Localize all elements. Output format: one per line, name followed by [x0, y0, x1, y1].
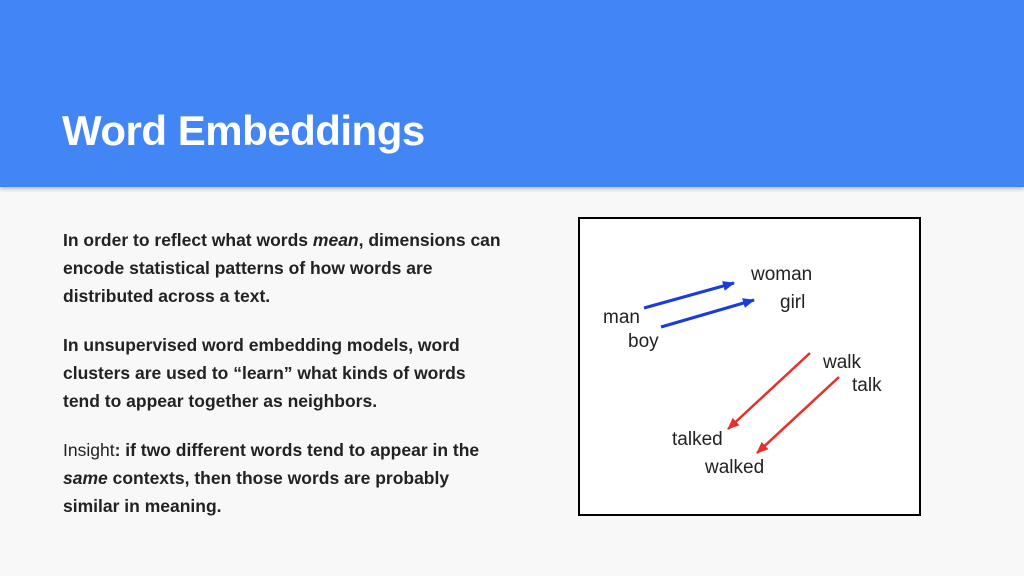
paragraph-2-run-1: In unsupervised word embedding models, word clusters are used to “learn” what kinds of words tend to appear together as neighbors. — [63, 335, 466, 411]
paragraph-2 — [63, 331, 503, 415]
paragraph-1-run-3: , dimensions can encode statistical patterns of how words are distributed across a text. — [63, 230, 501, 306]
paragraph-3-run-2: : if two different words tend to appear in the — [114, 440, 480, 460]
paragraph-1 — [63, 226, 503, 310]
word-walk: walk — [823, 352, 862, 373]
arrow-talk-to-walked — [757, 377, 839, 453]
word-talk: talk — [852, 375, 882, 396]
body-text — [63, 226, 503, 541]
word-boy: boy — [628, 331, 659, 352]
word-woman: woman — [751, 264, 813, 285]
word-man: man — [603, 307, 640, 328]
paragraph-3-run-4: contexts, then those words are probably similar in meaning. — [63, 468, 450, 516]
arrow-boy-to-girl — [661, 300, 754, 327]
word-embedding-figure — [578, 217, 921, 516]
paragraph-3-run-3: same — [63, 468, 108, 488]
paragraph-1-run-1: In order to reflect what words — [63, 230, 313, 250]
title-bar — [0, 0, 1024, 187]
word-talked: talked — [672, 429, 723, 450]
figure-canvas — [580, 219, 919, 514]
slide-title: Word Embeddings — [62, 107, 425, 154]
paragraph-3-run-1: Insight — [63, 440, 115, 460]
arrow-man-to-woman — [644, 283, 734, 308]
arrow-walk-to-talked — [728, 353, 810, 429]
paragraph-3 — [63, 436, 503, 520]
word-walked: walked — [705, 457, 765, 478]
word-girl: girl — [780, 292, 806, 313]
paragraph-1-run-2: mean — [312, 230, 359, 250]
